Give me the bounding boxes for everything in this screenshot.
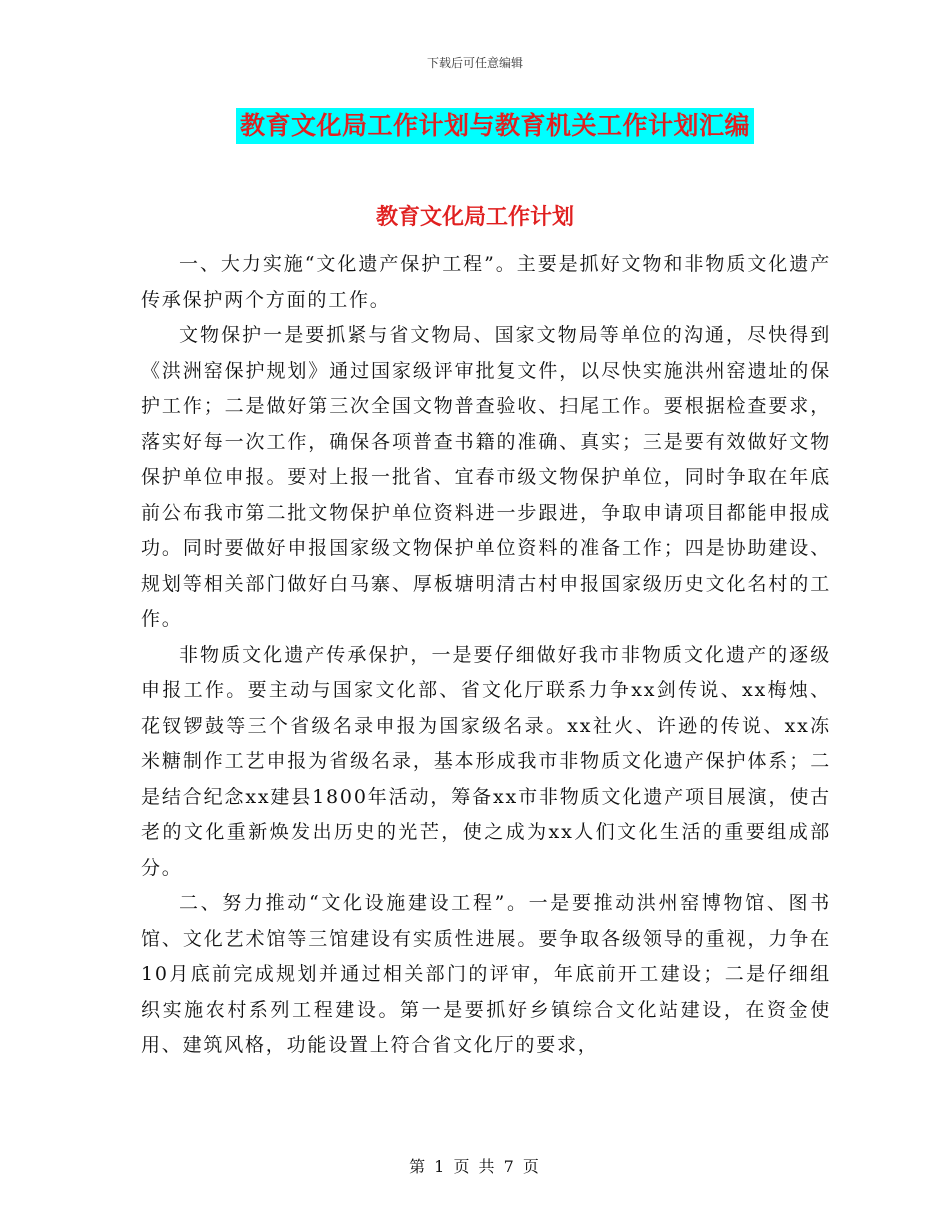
paragraph: 非物质文化遗产传承保护，一是要仔细做好我市非物质文化遗产的逐级申报工作。要主动与国家文化部、省文化厅联系力争xx剑传说、xx梅烛、花钗锣鼓等三个省级名录申报为国家级名录。xx社火、许逊的传说、xx冻米糖制作工艺申报为省级名录，基本形成我市非物质文化遗产保护体系；二是结合纪念xx建县1800年活动，筹备xx市非物质文化遗产项目展演，使古老的文化重新焕发出历史的光芒，使之成为xx人们文化生活的重要组成部分。 (141, 643, 831, 879)
section-title: 教育文化局工作计划 (375, 204, 574, 230)
paragraph: 二、努力推动“文化设施建设工程”。一是要推动洪州窑博物馆、图书馆、文化艺术馆等三馆建设有实质性进展。要争取各级领导的重视，力争在10月底前完成规划并通过相关部门的评审，年底前开工建设；二是仔细组织实施农村系列工程建设。第一是要抓好乡镇综合文化站建设，在资金使用、建筑风格，功能设置上符合省文化厅的要求， (141, 892, 831, 1056)
header-note: 下载后可任意编辑 (426, 56, 523, 70)
paragraph: 文物保护一是要抓紧与省文物局、国家文物局等单位的沟通，尽快得到《洪洲窑保护规划》通过国家级评审批复文件，以尽快实施洪州窑遗址的保护工作；二是做好第三次全国文物普查验收、扫尾工作。要根据检查要求，落实好每一次工作，确保各项普查书籍的准确、真实；三是要有效做好文物保护单位申报。要对上报一批省、宜春市级文物保护单位，同时争取在年底前公布我市第二批文物保护单位资料进一步跟进，争取申请项目都能申报成功。同时要做好申报国家级文物保护单位资料的准备工作；四是协助建设、规划等相关部门做好白马寨、厚板塘明清古村申报国家级历史文化名村的工作。 (141, 324, 831, 630)
document-title: 教育文化局工作计划与教育机关工作计划汇编 (236, 108, 754, 144)
document-body (141, 247, 831, 1064)
page-number: 第 1 页 共 7 页 (409, 1157, 541, 1176)
paragraph: 一、大力实施“文化遗产保护工程”。主要是抓好文物和非物质文化遗产传承保护两个方面的工作。 (141, 253, 831, 311)
